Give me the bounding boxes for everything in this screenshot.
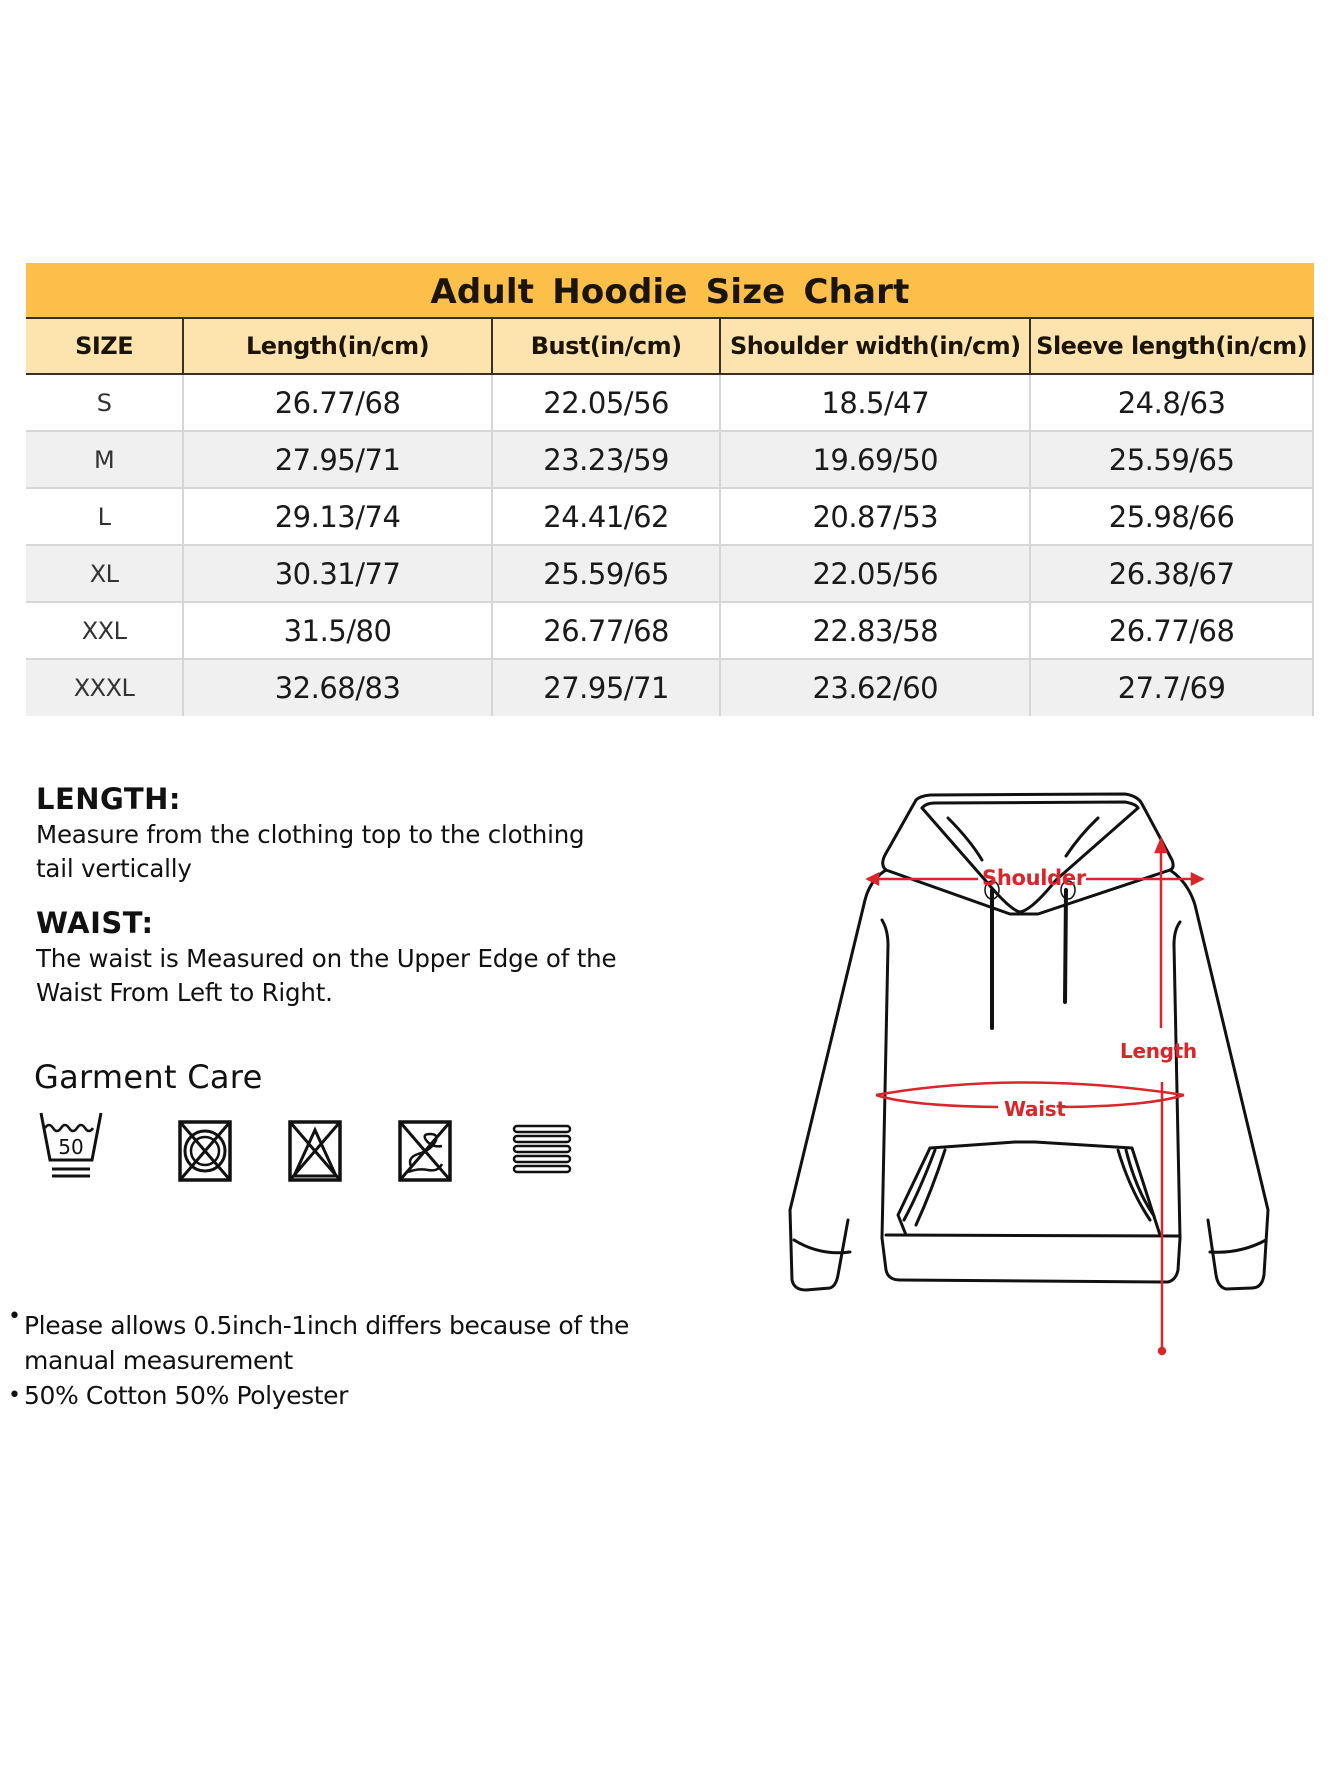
table-row <box>26 488 1313 545</box>
bust-cell: 24.41/62 <box>492 488 720 545</box>
column-header-length: Length(in/cm) <box>183 318 492 374</box>
size-cell: XXXL <box>26 659 183 716</box>
table-row <box>26 659 1313 716</box>
garment-care-title: Garment Care <box>34 1058 263 1096</box>
length-cell: 26.77/68 <box>183 374 492 431</box>
table-row <box>26 431 1313 488</box>
table-row <box>26 545 1313 602</box>
bullet: • <box>8 1383 21 1408</box>
bust-cell: 27.95/71 <box>492 659 720 716</box>
measurement-tolerance-note <box>8 1304 668 1378</box>
length-cell: 32.68/83 <box>183 659 492 716</box>
garment-care-icons <box>34 1110 664 1182</box>
column-header-bust: Bust(in/cm) <box>492 318 720 374</box>
length-description <box>36 818 676 886</box>
hoodie-outline-icon <box>770 770 1270 1370</box>
table-row <box>26 374 1313 431</box>
waist-description <box>36 942 676 1010</box>
sleeve-cell: 26.77/68 <box>1030 602 1313 659</box>
waist-description-line: Waist From Left to Right. <box>36 978 333 1007</box>
do-not-tumble-dry-icon <box>178 1120 232 1182</box>
flat-dry-icon <box>512 1124 572 1176</box>
bust-cell: 25.59/65 <box>492 545 720 602</box>
shoulder-cell: 22.83/58 <box>720 602 1030 659</box>
length-label: Length <box>1120 1039 1197 1063</box>
bust-cell: 26.77/68 <box>492 602 720 659</box>
shoulder-cell: 22.05/56 <box>720 545 1030 602</box>
bust-cell: 23.23/59 <box>492 431 720 488</box>
sleeve-cell: 25.59/65 <box>1030 431 1313 488</box>
shoulder-cell: 20.87/53 <box>720 488 1030 545</box>
bust-cell: 22.05/56 <box>492 374 720 431</box>
size-cell: XXL <box>26 602 183 659</box>
length-description-line: tail vertically <box>36 854 192 883</box>
footnote-line: manual measurement <box>24 1346 293 1375</box>
svg-text:50: 50 <box>58 1135 84 1159</box>
size-cell: L <box>26 488 183 545</box>
length-cell: 30.31/77 <box>183 545 492 602</box>
do-not-bleach-icon <box>288 1120 342 1182</box>
length-cell: 27.95/71 <box>183 431 492 488</box>
footnote-line: Please allows 0.5inch-1inch differs because of the <box>24 1311 630 1340</box>
waist-heading: WAIST: <box>36 906 154 940</box>
size-chart-title: Adult Hoodie Size Chart <box>26 263 1314 317</box>
waist-description-line: The waist is Measured on the Upper Edge of the <box>36 944 617 973</box>
size-table <box>26 317 1314 716</box>
size-cell: S <box>26 374 183 431</box>
hoodie-measurement-diagram <box>770 770 1270 1370</box>
sleeve-cell: 25.98/66 <box>1030 488 1313 545</box>
do-not-iron-icon <box>398 1120 452 1182</box>
length-cell: 31.5/80 <box>183 602 492 659</box>
footnote-line: 50% Cotton 50% Polyester <box>24 1381 348 1410</box>
footnotes <box>8 1304 668 1413</box>
fabric-composition-note <box>8 1378 668 1413</box>
sleeve-cell: 24.8/63 <box>1030 374 1313 431</box>
size-cell: XL <box>26 545 183 602</box>
column-header-size: SIZE <box>26 318 183 374</box>
table-row <box>26 602 1313 659</box>
shoulder-cell: 23.62/60 <box>720 659 1030 716</box>
shoulder-label: Shoulder <box>982 866 1086 890</box>
length-heading: LENGTH: <box>36 782 182 816</box>
shoulder-cell: 18.5/47 <box>720 374 1030 431</box>
length-cell: 29.13/74 <box>183 488 492 545</box>
column-header-sleeve-length: Sleeve length(in/cm) <box>1030 318 1313 374</box>
size-chart <box>26 263 1314 716</box>
sleeve-cell: 26.38/67 <box>1030 545 1313 602</box>
waist-label: Waist <box>1004 1097 1066 1121</box>
wash-50-icon <box>38 1110 104 1182</box>
size-cell: M <box>26 431 183 488</box>
size-table-header-row <box>26 318 1313 374</box>
length-description-line: Measure from the clothing top to the clothing <box>36 820 585 849</box>
column-header-shoulder-width: Shoulder width(in/cm) <box>720 318 1030 374</box>
sleeve-cell: 27.7/69 <box>1030 659 1313 716</box>
waist-note <box>36 906 676 1010</box>
measurement-notes <box>36 782 676 1010</box>
length-note <box>36 782 676 886</box>
bullet: • <box>8 1304 21 1329</box>
shoulder-cell: 19.69/50 <box>720 431 1030 488</box>
